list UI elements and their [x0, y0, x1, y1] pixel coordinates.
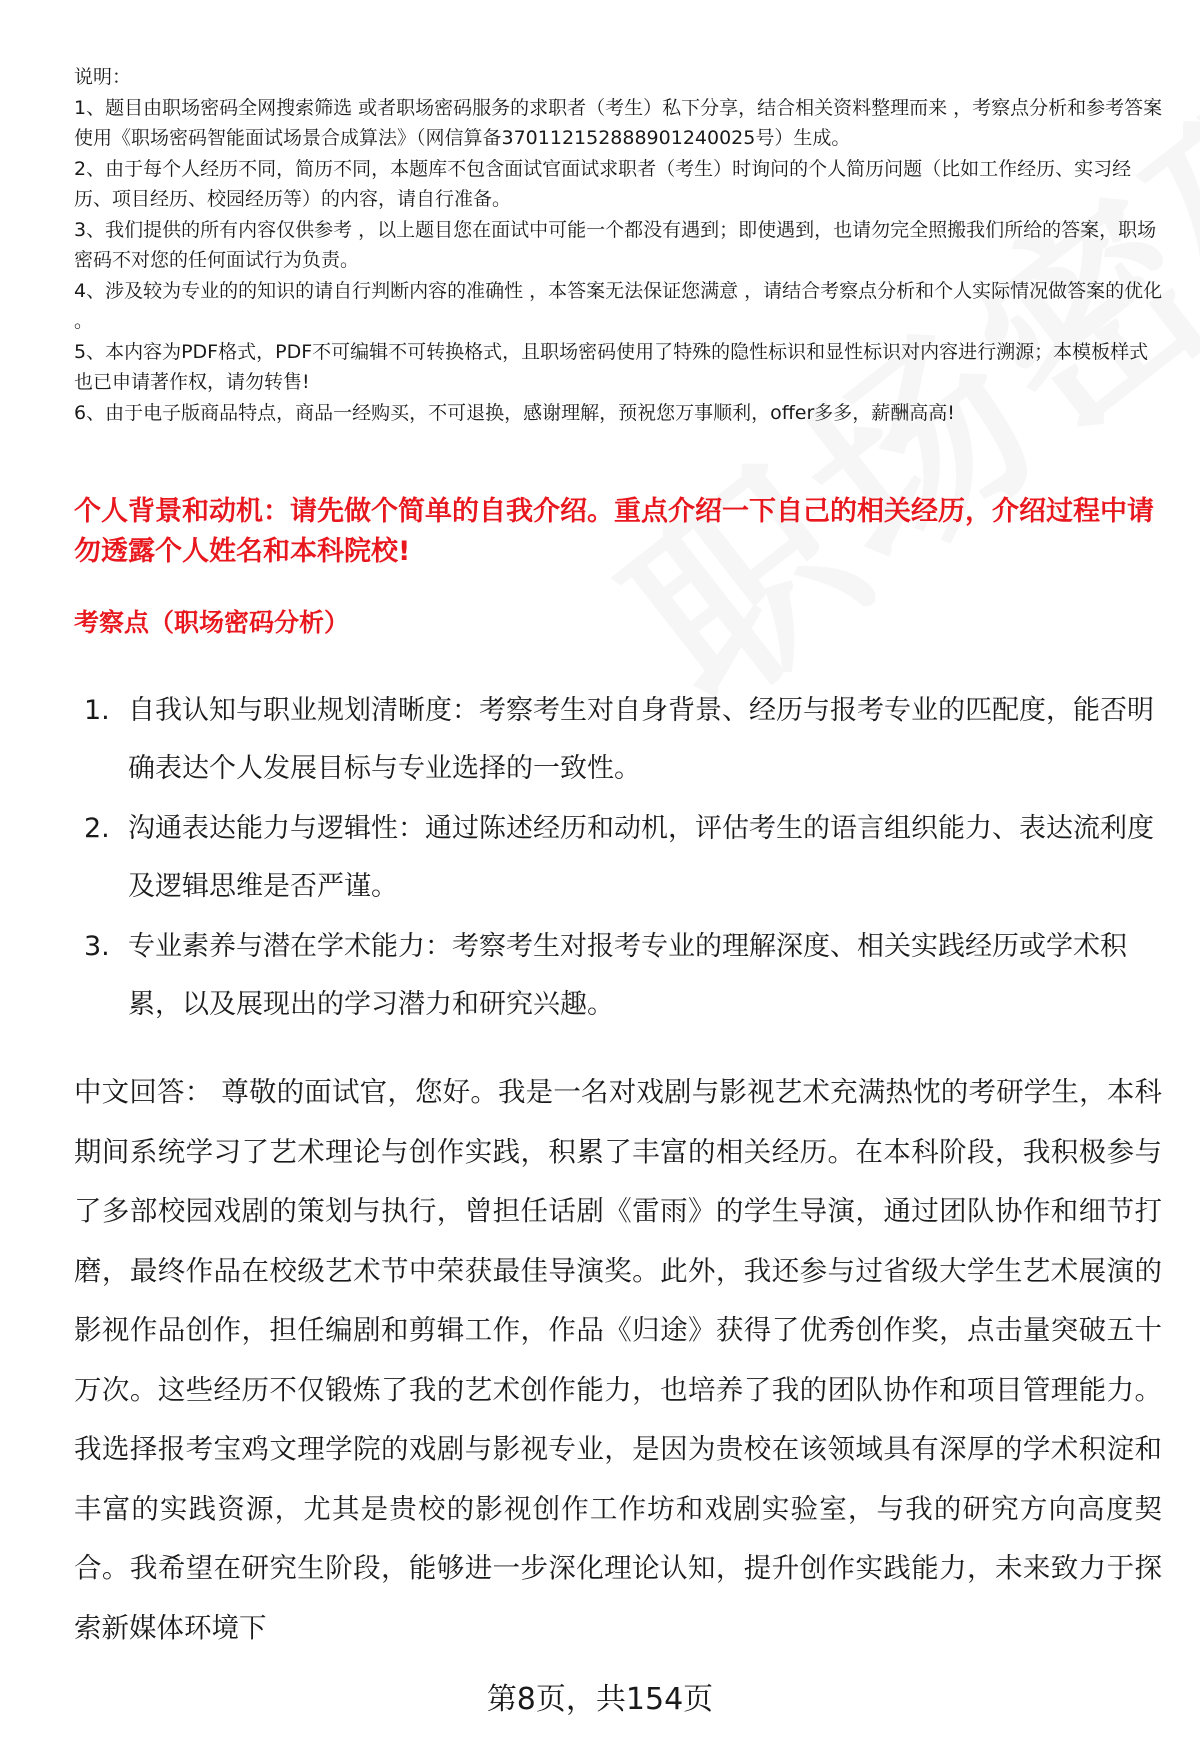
- page-number: 第8页，共154页: [486, 1682, 714, 1717]
- point-number: 1.: [84, 695, 110, 726]
- analysis-title: 考察点（职场密码分析）: [74, 608, 350, 637]
- answer-text: 中文回答： 尊敬的面试官，您好。我是一名对戏剧与影视艺术充满热忱的考研学生，本科期间系统学习了艺术理论与创作实践，积累了丰富的相关经历。在本科阶段，我积极参与了多部校园戏剧的策划与执行，曾担任话剧《雷雨》的学生导演，通过团队协作和细节打磨，最终作品在校级艺术节中荣获最佳导演奖。此外，我还参与过省级大学生艺术展演的影视作品创作，担任编剧和剪辑工作，作品《归途》获得了优秀创作奖，点击量突破五十万次。这些经历不仅锻炼了我的艺术创作能力，也培养了我的团队协作和项目管理能力。我选择报考宝鸡文理学院的戏剧与影视专业，是因为贵校在该领域具有深厚的学术积淀和丰富的实践资源，尤其是贵校的影视创作工作坊和戏剧实验室，与我的研究方向高度契合。我希望在研究生阶段，能够进一步深化理论认知，提升创作实践能力，未来致力于探索新媒体环境下: [74, 1076, 1162, 1644]
- notes-item: 4、涉及较为专业的的知识的请自行判断内容的准确性 ，本答案无法保证您满意 ，请结合考察点分析和个人实际情况做答案的优化 。: [74, 279, 1163, 332]
- analysis-point: [74, 918, 1164, 1034]
- point-text: 沟通表达能力与逻辑性：通过陈述经历和动机，评估考生的语言组织能力、表达流利度及逻辑思维是否严谨。: [128, 813, 1154, 902]
- analysis-point: [74, 800, 1164, 916]
- notes-item: 1、题目由职场密码全网搜索筛选 或者职场密码服务的求职者（考生）私下分享，结合相关资料整理而来 ，考察点分析和参考答案使用《职场密码智能面试场景合成算法》（网信算备370112152888901240025号）生成。: [74, 96, 1163, 149]
- analysis-point: [74, 682, 1164, 798]
- analysis-points: [74, 682, 1164, 1036]
- notes-section: [74, 62, 1164, 428]
- point-text: 专业素养与潜在学术能力：考察考生对报考专业的理解深度、相关实践经历或学术积累，以及展现出的学习潜力和研究兴趣。: [128, 931, 1127, 1020]
- notes-item: 3、我们提供的所有内容仅供参考 ，以上题目您在面试中可能一个都没有遇到；即使遇到，也请勿完全照搬我们所给的答案，职场密码不对您的任何面试行为负责。: [74, 218, 1157, 271]
- point-text: 自我认知与职业规划清晰度：考察考生对自身背景、经历与报考专业的匹配度，能否明确表达个人发展目标与专业选择的一致性。: [128, 695, 1154, 784]
- notes-item: 5、本内容为PDF格式，PDF不可编辑不可转换格式，且职场密码使用了特殊的隐性标识和显性标识对内容进行溯源；本模板样式也已申请著作权，请勿转售!: [74, 340, 1149, 393]
- interview-question: 个人背景和动机：请先做个简单的自我介绍。重点介绍一下自己的相关经历，介绍过程中请勿透露个人姓名和本科院校!: [74, 496, 1154, 567]
- notes-item: 6、由于电子版商品特点，商品一经购买，不可退换，感谢理解，预祝您万事顺利，offer多多，薪酬高高!: [74, 401, 955, 424]
- point-number: 3.: [84, 931, 110, 962]
- notes-item: 2、由于每个人经历不同，简历不同，本题库不包含面试官面试求职者（考生）时询问的个人简历问题（比如工作经历、实习经历、项目经历、校园经历等）的内容，请自行准备。: [74, 157, 1132, 210]
- notes-heading: 说明：: [74, 66, 132, 88]
- point-number: 2.: [84, 813, 110, 844]
